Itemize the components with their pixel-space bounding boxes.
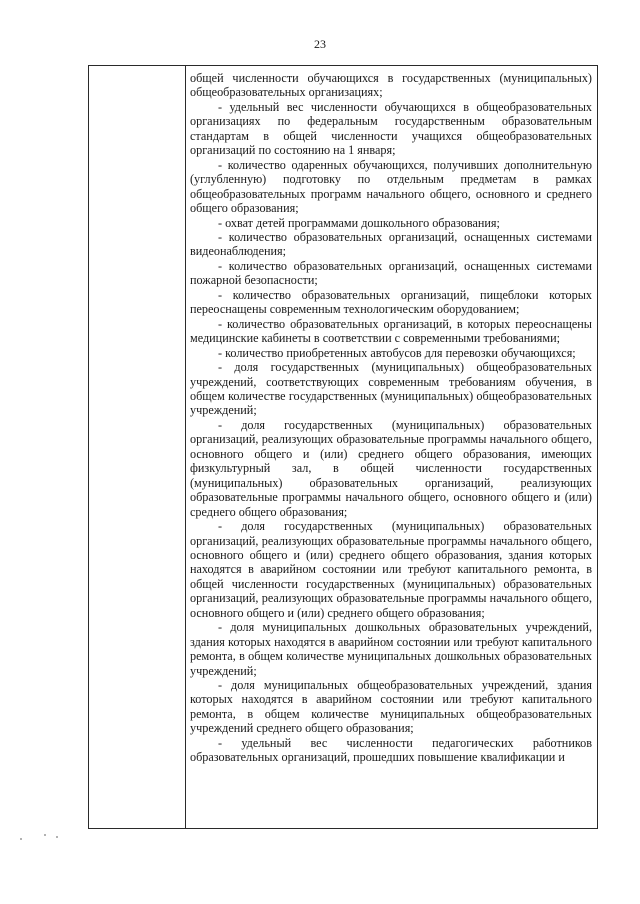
table-paragraph: общей численности обучающихся в государственных (муниципальных) общеобразовательных организациях;: [190, 71, 592, 100]
table-paragraph: - доля муниципальных общеобразовательных учреждений, здания которых находятся в аварийном состоянии или требуют капитального ремонта, в общем количестве муниципальных общеобразовательных учреждений среднего общего образования;: [190, 678, 592, 736]
table-paragraph: - количество образовательных организаций, в которых переоснащены медицинские кабинеты в соответствии с современными требованиями;: [190, 316, 592, 346]
table-paragraph: - количество приобретенных автобусов для перевозки обучающихся;: [218, 345, 576, 360]
table-paragraph: - доля государственных (муниципальных) образовательных организаций, реализующих образовательные программы начального общего, основного общего и (или) среднего общего образования, здания которых находятся в аварийном состоянии или требуют капитального ремонта, в общей численности государственных (муниципальных) образовательных организаций, реализующих образовательные программы начального общего, основного общего и (или) среднего общего образования;: [190, 519, 592, 620]
table-paragraph: - удельный вес численности педагогических работников образовательных организаций, прошедших повышение квалификации и: [190, 735, 592, 765]
table-left-cell: [89, 66, 186, 828]
table-paragraph: - доля государственных (муниципальных) общеобразовательных учреждений, соответствующих современным требованиям обучения, в общем количестве государственных (муниципальных) общеобразовательных учреждений;: [190, 360, 592, 418]
table-paragraph: - удельный вес численности обучающихся в общеобразовательных организациях по федеральным государственным образовательным стандартам в общей численности учащихся общеобразовательных организаций по состоянию на 1 января;: [190, 99, 592, 158]
scan-speck: [56, 836, 58, 838]
document-table: [88, 65, 598, 829]
page-number: 23: [314, 37, 326, 51]
table-paragraph: - охват детей программами дошкольного образования;: [218, 215, 500, 230]
table-paragraph: - доля государственных (муниципальных) образовательных организаций, реализующих образовательные программы начального общего, основного общего и (или) среднего общего образования, имеющих физкультурный зал, в общей численности государственных (муниципальных) образовательных организаций, реализующих образовательные программы начального общего, основного общего и (или) среднего общего образования;: [190, 417, 592, 519]
table-paragraph: - количество образовательных организаций, оснащенных системами видеонаблюдения;: [190, 229, 592, 259]
table-paragraph: - доля муниципальных дошкольных образовательных учреждений, здания которых находятся в аварийном состоянии или требуют капитального ремонта, в общем количестве муниципальных дошкольных образовательных учреждений;: [190, 620, 592, 678]
table-right-cell: [190, 71, 592, 765]
table-paragraph: - количество образовательных организаций, оснащенных системами пожарной безопасности;: [190, 258, 592, 288]
scan-speck: [20, 838, 22, 840]
table-paragraph: - количество образовательных организаций, пищеблоки которых переоснащены современным технологическим оборудованием;: [190, 287, 592, 317]
table-paragraph: - количество одаренных обучающихся, получивших дополнительную (углубленную) подготовку по отдельным предметам в рамках общеобразовательных программ начального общего, основного и среднего общего образования;: [190, 157, 592, 216]
scan-speck: [44, 834, 46, 836]
